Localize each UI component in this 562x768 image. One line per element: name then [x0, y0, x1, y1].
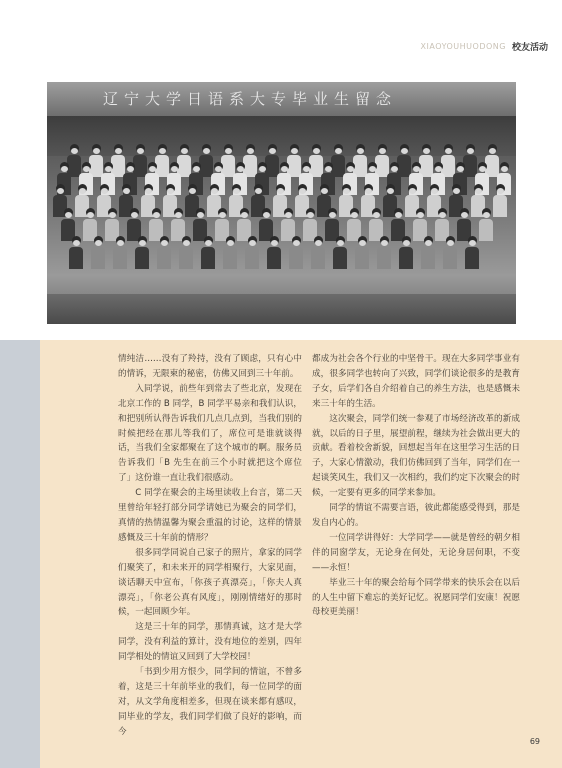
article-paragraph: 情纯洁……没有了羚持，没有了顾虑，只有心中的情诉，无限柬的秘密，仿佛又回到三十年前。	[118, 354, 302, 379]
header-subtitle: XIAOYOUHUODONG	[420, 41, 506, 51]
header-section-title: 校友活动	[511, 42, 548, 53]
photo-person	[201, 236, 215, 272]
photo-person	[245, 236, 259, 272]
photo-banner-text: 辽宁大学日语系大专毕业生留念	[103, 90, 398, 108]
photo-person	[479, 208, 493, 244]
photo-people	[47, 144, 516, 294]
article-paragraph: 入同学说，前些年到常去了些北京，发现在北京工作的 B 同学，B 同学平易亲和我们认识，和把别所认得告诉我们几点几点到，当我们别的时候把经在那儿等我们了，席位可是谁就谈得话，当我们全家都聚在了这个城市的啊。服务员告诉我们「B 先生在前三个小时就把这个席位了」这份谁一直让我们很感动。	[118, 383, 302, 484]
photo-person	[179, 236, 193, 272]
photo-person	[443, 236, 457, 272]
page-number: 69	[529, 737, 540, 746]
photo-person	[223, 236, 237, 272]
photo-ground	[47, 294, 516, 324]
article-paragraph: 这次聚会，同学们统一参观了市场经济改革的新成就，以后的日子里，展望前程，继续为社会做出更大的贡献。看着校舍新貌，回想起当年在这里学习生活的日子，大家心情激动，我们仿佛回到了当年，同学们在一起谈笑风生，我们又一次相约，我们约定下次聚会的时候，一定要有更多的同学来参加。	[312, 413, 520, 499]
photo-person	[355, 236, 369, 272]
article-column-right	[312, 352, 520, 620]
article-column-left	[118, 352, 302, 740]
article-paragraph: 毕业三十年的聚会给每个同学带来的快乐会在以后的人生中留下难忘的美好记忆。祝愿同学们安康！祝愿母校更美丽！	[312, 577, 520, 618]
group-photo	[47, 82, 516, 324]
article-paragraph: 「书到少用方恨少，同学间的情谊，不曾多着，这是三十年前毕业的我们，每一位同学的面对，从文学角度相差多，但现在谈来都有感叹，同毕业的学友，我们同学们做了良好的影响，而今	[118, 667, 302, 737]
photo-person	[135, 236, 149, 272]
photo-person	[113, 236, 127, 272]
article-paragraph: 这是三十年的同学，那情真诚，这才是大学同学，没有利益的算计，没有地位的差别，四年同学相处的情谊又回到了大学校园！	[118, 622, 302, 663]
sidebar-strip	[0, 340, 40, 768]
article-paragraph: 都成为社会各个行业的中坚骨干。现在大多同学事业有成，很多同学也转向了兴致，同学们谈论很多的是教育子女，后学们各自介绍着自己的养生方法，也是感慨未来三十年的生活。	[312, 354, 520, 409]
page-header	[421, 38, 548, 54]
article-paragraph: C 同学在聚会的主场里读收上台言，第二天里曾给年轻打部分同学请她已为聚会的同学们，真情的热情温馨为聚会重温的讨论，这样的情景感慨及三十年前的情形？	[118, 488, 302, 543]
photo-person	[267, 236, 281, 272]
article-paragraph: 很多同学同说自己家子的照片，拿家的同学们聚笑了，和未来开的同学相聚行，大家见面，谈话聊天中宣布，「你孩子真漂亮」，「你夫人真漂亮」，「你老公真有风度」，刚刚情绪好的那时候，一起回顾少年。	[118, 547, 302, 618]
photo-person	[311, 236, 325, 272]
article-paragraph: 同学的情谊不需要言语，彼此都能感受得到，那是发自内心的。	[312, 503, 520, 528]
photo-person	[377, 236, 391, 272]
photo-person	[333, 236, 347, 272]
photo-person	[465, 236, 479, 272]
photo-person	[91, 236, 105, 272]
photo-person	[69, 236, 83, 272]
photo-person	[421, 236, 435, 272]
photo-person	[157, 236, 171, 272]
photo-person	[289, 236, 303, 272]
article-paragraph: 一位同学讲得好：大学同学——就是曾经的朝夕相伴的同窗学友，无论身在何处，无论身居何职，不变——永恒！	[312, 532, 520, 573]
photo-person	[493, 184, 507, 220]
photo-person	[399, 236, 413, 272]
